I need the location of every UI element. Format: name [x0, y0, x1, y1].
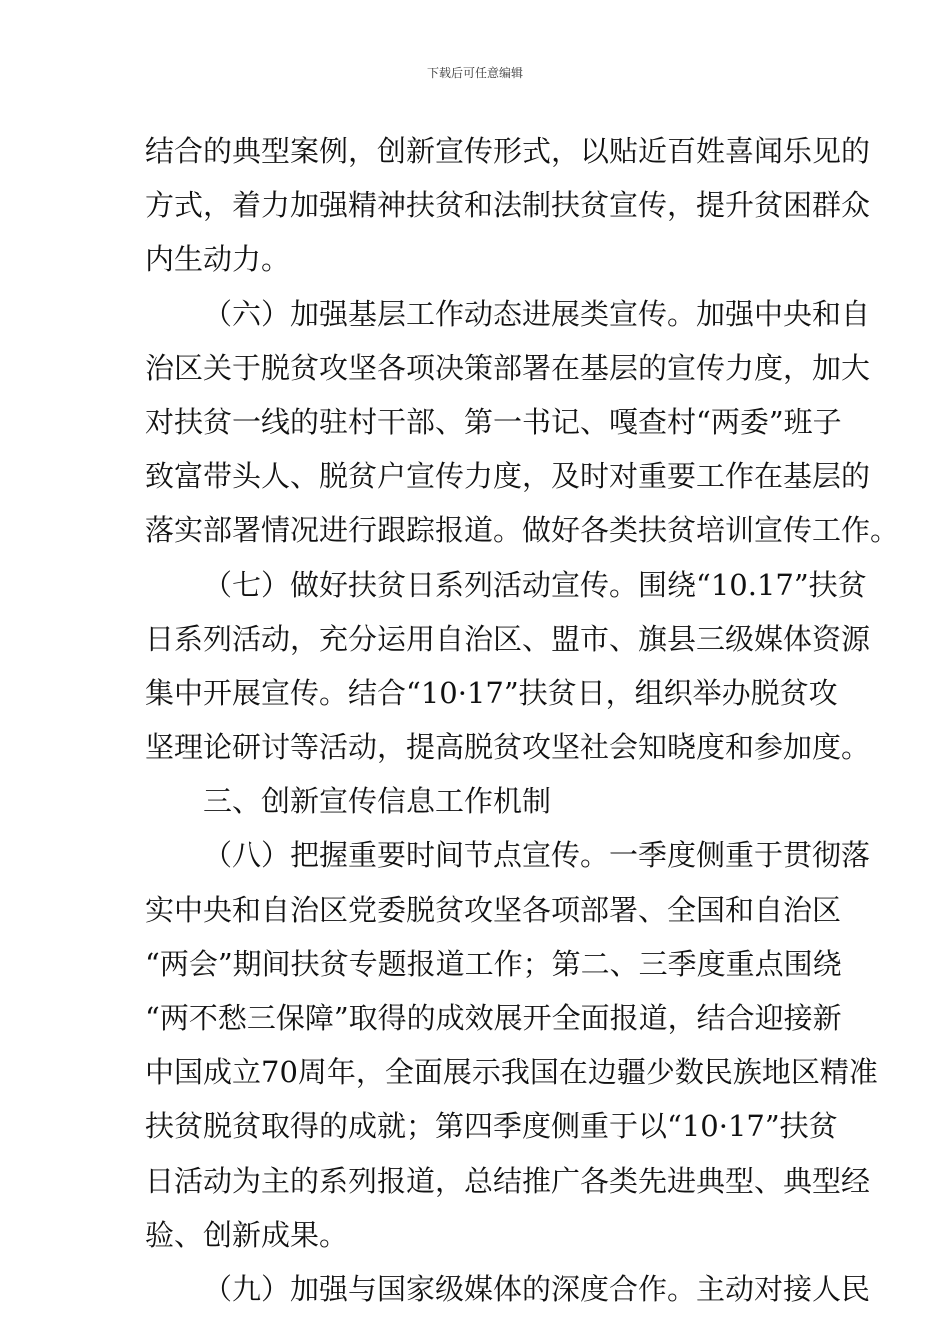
text-line: 集中开展宣传。结合“10·17”扶贫日，组织举办脱贫攻 — [145, 675, 838, 710]
text-line: 三、创新宣传信息工作机制 — [203, 784, 552, 819]
text-line: 致富带头人、脱贫户宣传力度，及时对重要工作在基层的 — [145, 459, 871, 494]
text-line: “两不愁三保障”取得的成效展开全面报道，结合迎接新 — [145, 1001, 842, 1035]
text-line: （七）做好扶贫日系列活动宣传。围绕“10.17”扶贫 — [203, 567, 867, 602]
body-text — [145, 124, 900, 1316]
text-line: 实中央和自治区党委脱贫攻坚各项部署、全国和自治区 — [145, 892, 842, 927]
text-line: 日系列活动，充分运用自治区、盟市、旗县三级媒体资源 — [145, 621, 871, 656]
text-line: “两会”期间扶贫专题报道工作；第二、三季度重点围绕 — [145, 946, 842, 981]
text-line: 坚理论研讨等活动，提高脱贫攻坚社会知晓度和参加度。 — [145, 730, 871, 765]
text-line: 中国成立70周年，全面展示我国在边疆少数民族地区精准 — [145, 1055, 878, 1090]
text-line: （六）加强基层工作动态进展类宣传。加强中央和自 — [203, 296, 871, 331]
text-line: 日活动为主的系列报道，总结推广各类先进典型、典型经 — [145, 1163, 871, 1198]
page-header: 下载后可任意编辑 — [426, 66, 523, 80]
text-line: 内生动力。 — [145, 242, 291, 277]
text-line: 验、创新成果。 — [145, 1217, 349, 1252]
text-line: 扶贫脱贫取得的成就；第四季度侧重于以“10·17”扶贫 — [145, 1109, 838, 1144]
text-line: （九）加强与国家级媒体的深度合作。主动对接人民 — [203, 1271, 871, 1306]
text-line: 对扶贫一线的驻村干部、第一书记、嘎查村“两委”班子 — [145, 404, 842, 439]
text-line: （八）把握重要时间节点宣传。一季度侧重于贯彻落 — [203, 838, 871, 873]
text-line: 落实部署情况进行跟踪报道。做好各类扶贫培训宣传工作。 — [145, 513, 900, 548]
text-line: 治区关于脱贫攻坚各项决策部署在基层的宣传力度，加大 — [145, 350, 871, 385]
text-line: 方式，着力加强精神扶贫和法制扶贫宣传，提升贫困群众 — [145, 188, 871, 223]
text-line: 结合的典型案例，创新宣传形式，以贴近百姓喜闻乐见的 — [145, 134, 871, 168]
